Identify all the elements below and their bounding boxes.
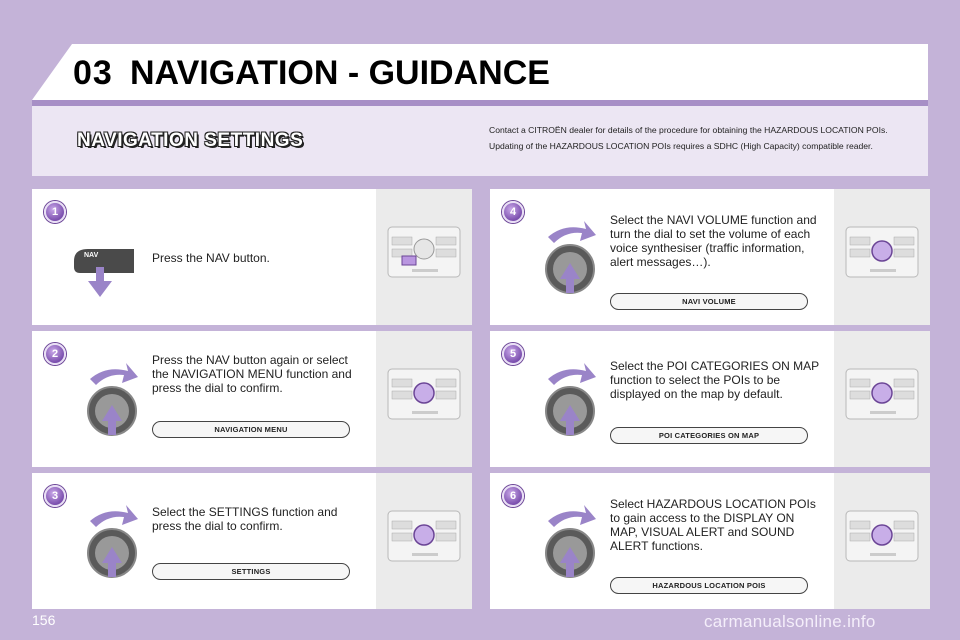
step-card-1 [32,189,472,325]
console-icon [376,331,472,467]
console-panel [834,331,930,467]
header-corner [32,44,72,100]
step-card-5 [490,331,930,467]
page-number: 156 [32,612,56,628]
step-card-3 [32,473,472,609]
console-panel [376,189,472,325]
step-number-badge: 2 [44,343,66,365]
watermark: carmanualsonline.info [704,612,876,631]
console-panel [834,473,930,609]
step-text: Select HAZARDOUS LOCATION POIs to gain access to the DISPLAY ON MAP, VISUAL ALERT and SOUND ALERT functions. [610,497,816,553]
function-pill: POI CATEGORIES ON MAP [610,427,808,444]
console-icon [376,189,472,325]
step-card-2 [32,331,472,467]
function-pill: NAVIGATION MENU [152,421,350,438]
info-paragraph: Updating of the HAZARDOUS LOCATION POIs requires a SDHC (High Capacity) compatible reader. [489,141,873,151]
step-number-badge: 4 [502,201,524,223]
function-pill: SETTINGS [152,563,350,580]
nav-button-label: NAV [84,252,99,259]
console-panel [376,331,472,467]
console-icon [834,473,930,609]
dial-icon [76,503,156,593]
console-icon [834,189,930,325]
step-number-badge: 1 [44,201,66,223]
step-card-6 [490,473,930,609]
step-number-badge: 3 [44,485,66,507]
step-text: Select the POI CATEGORIES ON MAP function to select the POIs to be displayed on the map by default. [610,359,819,401]
chapter-number: 03 [73,54,113,92]
dial-icon [534,361,614,451]
console-panel [376,473,472,609]
step-text: Press the NAV button. [152,251,270,265]
step-card-4 [490,189,930,325]
console-icon [834,331,930,467]
step-number-badge: 6 [502,485,524,507]
console-panel [834,189,930,325]
function-pill: NAVI VOLUME [610,293,808,310]
info-text [489,122,919,154]
console-icon [376,473,472,609]
dial-icon [534,503,614,593]
function-pill: HAZARDOUS LOCATION POIS [610,577,808,594]
dial-icon [534,219,614,309]
step-text: Select the NAVI VOLUME function and turn the dial to set the volume of each voice synthesiser (traffic information, alert messages…). [610,213,817,269]
dial-icon [76,361,156,451]
nav-button-icon [70,231,150,311]
step-text: Press the NAV button again or select the NAVIGATION MENU function and press the dial to confirm. [152,353,352,395]
info-paragraph: Contact a CITROËN dealer for details of the procedure for obtaining the HAZARDOUS LOCATION POIs. [489,125,888,135]
step-text: Select the SETTINGS function and press the dial to confirm. [152,505,338,533]
step-number-badge: 5 [502,343,524,365]
section-title: NAVIGATION SETTINGS [77,130,304,151]
page-title: NAVIGATION - GUIDANCE [130,54,550,92]
